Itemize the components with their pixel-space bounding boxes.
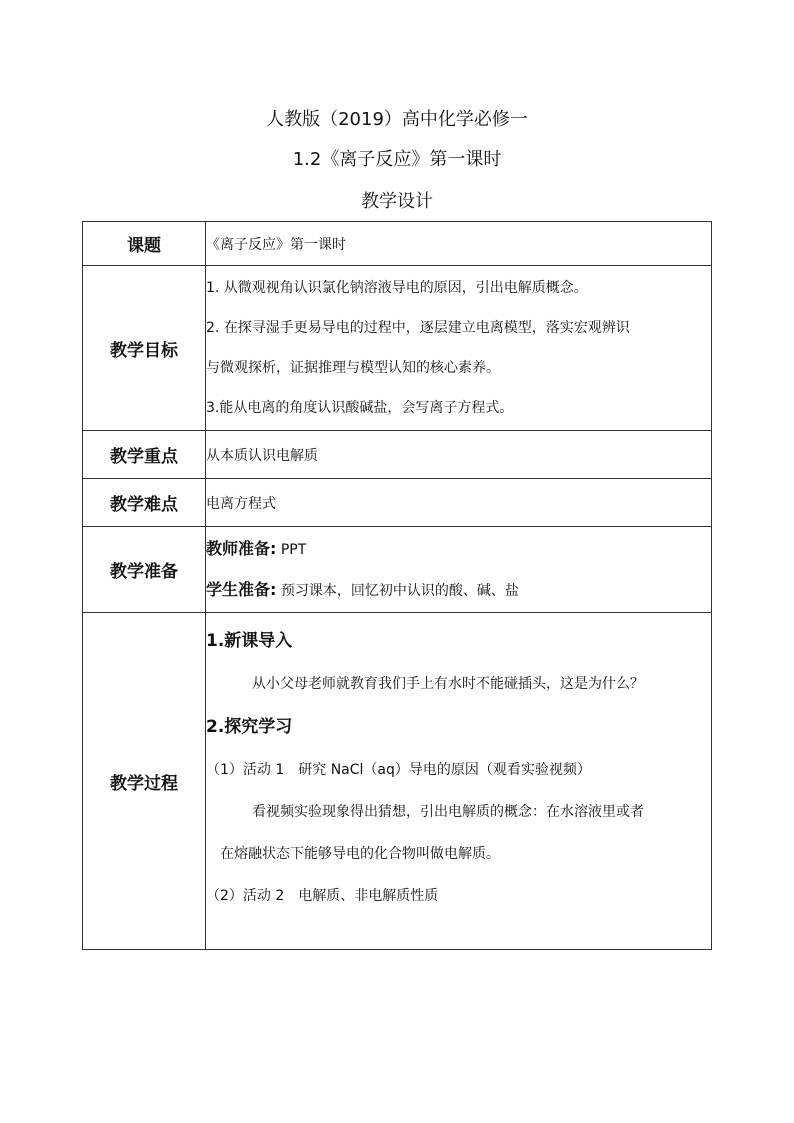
goal-item: 3.能从电离的角度认识酸碱盐，会写离子方程式。 <box>206 400 514 416</box>
value-process <box>206 613 712 950</box>
label-goals: 教学目标 <box>83 266 206 431</box>
student-preparation-value: 预习课本，回忆初中认识的酸、碱、盐 <box>276 582 519 599</box>
student-preparation-key: 学生准备: <box>206 579 277 599</box>
row-preparation <box>83 527 712 613</box>
row-difficulty <box>83 479 712 527</box>
row-topic <box>83 222 712 266</box>
document-subtitle: 教学设计 <box>361 191 433 212</box>
lesson-plan-table <box>82 221 712 950</box>
process-activity-1-text: 看视频实验现象得出猜想，引出电解质的概念：在水溶液里或者 <box>252 804 644 820</box>
label-difficulty: 教学难点 <box>83 479 206 527</box>
goal-item: 1. 从微观视角认识氯化钠溶液导电的原因，引出电解质概念。 <box>206 280 588 296</box>
teacher-preparation-value: PPT <box>276 541 307 558</box>
label-preparation: 教学准备 <box>83 527 206 613</box>
row-process <box>83 613 712 950</box>
teacher-preparation <box>206 529 711 570</box>
label-process: 教学过程 <box>83 613 206 950</box>
row-goals <box>83 266 712 431</box>
goal-item: 2. 在探寻湿手更易导电的过程中，逐层建立电离模型，落实宏观辨识 <box>206 320 630 336</box>
value-topic: 《离子反应》第一课时 <box>206 222 712 266</box>
process-activity-1-text-cont: 在熔融状态下能够导电的化合物叫做电解质。 <box>220 846 500 862</box>
process-section-explore: 2.探究学习 <box>206 717 293 737</box>
value-key-point: 从本质认识电解质 <box>206 431 712 479</box>
goal-item: 与微观探析，证据推理与模型认知的核心素养。 <box>206 360 500 376</box>
value-goals <box>206 266 712 431</box>
teacher-preparation-key: 教师准备: <box>206 538 277 558</box>
student-preparation <box>206 570 711 611</box>
process-section-intro: 1.新课导入 <box>206 631 293 651</box>
label-key-point: 教学重点 <box>83 431 206 479</box>
lesson-title: 1.2《离子反应》第一课时 <box>292 149 502 170</box>
process-intro-text: 从小父母老师就教育我们手上有水时不能碰插头，这是为什么？ <box>252 676 644 692</box>
label-topic: 课题 <box>83 222 206 266</box>
document-title: 人教版（2019）高中化学必修一 <box>266 109 528 130</box>
process-activity-2: （2）活动 2 电解质、非电解质性质 <box>206 888 439 904</box>
process-activity-1: （1）活动 1 研究 NaCl（aq）导电的原因（观看实验视频） <box>206 762 591 778</box>
row-key-point <box>83 431 712 479</box>
value-difficulty: 电离方程式 <box>206 479 712 527</box>
value-preparation <box>206 527 712 613</box>
